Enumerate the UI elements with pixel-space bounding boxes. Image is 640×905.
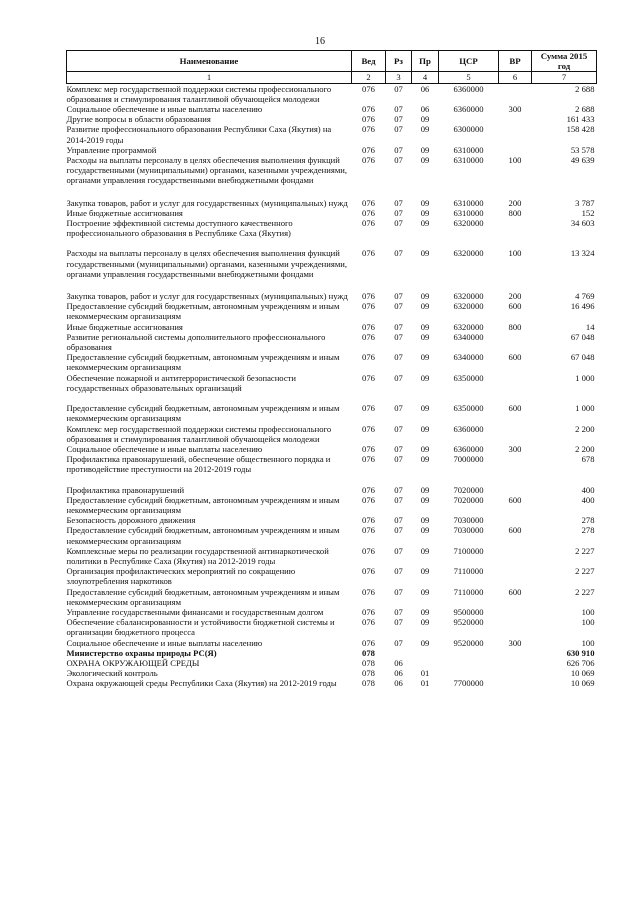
cell-name: Иные бюджетные ассигнования xyxy=(66,207,183,218)
cell-rz: 07 xyxy=(394,403,403,414)
cell-name: Предоставление субсидий бюджетным, автономным учреждениям и иным некоммерческим организациям xyxy=(66,352,340,373)
table-row xyxy=(67,658,597,668)
cell-ved: 076 xyxy=(362,155,375,166)
cell-ved: 076 xyxy=(362,321,375,332)
cell-vr xyxy=(499,332,532,352)
cell-name: Социальное обеспечение и иные выплаты населению xyxy=(66,104,263,115)
cell-rz: 06 xyxy=(394,668,403,679)
cell-rz: 07 xyxy=(394,248,403,259)
cell-csr: 7020000 xyxy=(453,484,484,495)
cell-pr: 09 xyxy=(420,352,430,363)
cell-rz: 07 xyxy=(394,155,403,166)
cell-vr xyxy=(499,546,532,566)
cell-pr: 09 xyxy=(420,403,430,414)
cell-ved: 076 xyxy=(362,606,375,617)
cell-csr: 6300000 xyxy=(453,124,484,135)
cell-pr: 09 xyxy=(420,124,430,135)
table-row xyxy=(67,678,597,688)
cell-csr xyxy=(439,668,499,678)
cell-rz xyxy=(386,648,412,658)
cell-vr: 600 xyxy=(508,494,522,505)
cell-pr: 09 xyxy=(420,515,430,526)
cell-sum: 34 603 xyxy=(570,218,595,229)
cell-ved: 076 xyxy=(362,144,375,155)
cell-vr: 200 xyxy=(508,197,522,208)
cell-pr: 09 xyxy=(420,606,430,617)
cell-ved: 076 xyxy=(362,454,375,465)
cell-rz: 07 xyxy=(394,566,403,577)
cell-name: Управление программой xyxy=(66,144,157,155)
cell-rz: 06 xyxy=(394,678,403,689)
cell-ved: 076 xyxy=(362,423,375,434)
header-csr: ЦСР xyxy=(439,51,499,72)
table-row xyxy=(67,444,597,454)
cell-ved: 076 xyxy=(362,218,375,229)
cell-csr xyxy=(439,658,499,668)
cell-csr: 6350000 xyxy=(453,403,484,414)
cell-rz: 07 xyxy=(394,331,403,342)
cell-vr xyxy=(499,114,532,124)
cell-ved: 076 xyxy=(362,403,375,414)
cell-pr: 09 xyxy=(420,197,430,208)
header-number: 1 xyxy=(67,72,352,83)
cell-name: Обеспечение сбалансированности и устойчивости бюджетной системы и организации бюджетного процесса xyxy=(66,617,335,638)
table-row xyxy=(67,104,597,114)
cell-sum: 630 910 xyxy=(566,647,595,658)
cell-ved: 076 xyxy=(362,331,375,342)
table-row xyxy=(67,145,597,155)
page-number: 16 xyxy=(315,36,325,47)
table-row xyxy=(67,352,597,372)
cell-ved: 076 xyxy=(362,443,375,454)
cell-csr: 6310000 xyxy=(453,207,484,218)
cell-ved: 076 xyxy=(362,372,375,383)
cell-ved: 076 xyxy=(362,617,375,628)
cell-pr: 09 xyxy=(420,372,430,383)
cell-csr: 7100000 xyxy=(453,545,484,556)
table-row xyxy=(67,248,597,291)
cell-name: Профилактика правонарушений xyxy=(66,484,185,495)
header-number: 6 xyxy=(499,72,532,83)
cell-sum: 49 639 xyxy=(570,155,595,166)
table-row xyxy=(67,403,597,423)
cell-sum: 678 xyxy=(581,454,595,465)
cell-pr: 09 xyxy=(420,248,430,259)
cell-vr: 600 xyxy=(508,301,522,312)
table-row xyxy=(67,373,597,403)
cell-csr: 6320000 xyxy=(453,218,484,229)
cell-rz: 07 xyxy=(394,197,403,208)
cell-sum: 53 578 xyxy=(570,144,595,155)
cell-pr: 09 xyxy=(420,443,430,454)
cell-ved: 076 xyxy=(362,197,375,208)
table-row xyxy=(67,638,597,648)
cell-sum: 100 xyxy=(581,617,595,628)
cell-csr: 6320000 xyxy=(453,291,484,302)
cell-vr xyxy=(499,124,532,144)
cell-csr: 6320000 xyxy=(453,321,484,332)
table-row xyxy=(67,454,597,484)
cell-pr xyxy=(412,648,439,658)
cell-vr xyxy=(499,617,532,637)
header-number: 4 xyxy=(412,72,439,83)
cell-csr: 6320000 xyxy=(453,248,484,259)
cell-csr: 6320000 xyxy=(453,301,484,312)
table-row xyxy=(67,587,597,607)
cell-pr: 06 xyxy=(420,83,430,94)
cell-sum: 400 xyxy=(581,484,595,495)
cell-vr: 100 xyxy=(508,155,522,166)
cell-ved: 078 xyxy=(362,647,375,658)
cell-name: Министерство охраны природы РС(Я) xyxy=(66,647,217,658)
cell-pr: 09 xyxy=(420,586,430,597)
cell-csr: 7000000 xyxy=(453,454,484,465)
cell-vr: 800 xyxy=(508,321,522,332)
cell-vr: 100 xyxy=(508,248,522,259)
cell-rz: 07 xyxy=(394,515,403,526)
cell-ved: 078 xyxy=(362,657,375,668)
cell-name: Социальное обеспечение и иные выплаты населению xyxy=(66,443,263,454)
cell-name: Предоставление субсидий бюджетным, автономным учреждениям и иным некоммерческим организациям xyxy=(66,403,340,424)
header-number: 5 xyxy=(439,72,499,83)
cell-csr: 6310000 xyxy=(453,155,484,166)
table-row xyxy=(67,198,597,208)
cell-ved: 078 xyxy=(362,668,375,679)
cell-rz: 07 xyxy=(394,443,403,454)
budget-table xyxy=(66,50,597,689)
header-number: 2 xyxy=(352,72,386,83)
cell-pr: 01 xyxy=(420,678,430,689)
cell-rz: 07 xyxy=(394,83,403,94)
cell-csr: 6360000 xyxy=(453,104,484,115)
cell-name: Профилактика правонарушений, обеспечение общественного порядка и противодействие преступности на 2012-2019 годы xyxy=(66,454,331,475)
cell-vr xyxy=(499,658,532,668)
cell-sum: 4 769 xyxy=(575,291,595,302)
cell-name: Предоставление субсидий бюджетным, автономным учреждениям и иным некоммерческим организациям xyxy=(66,525,340,546)
cell-ved: 076 xyxy=(362,291,375,302)
cell-sum: 67 048 xyxy=(570,352,595,363)
table-row xyxy=(67,617,597,637)
cell-csr: 6350000 xyxy=(453,372,484,383)
cell-pr: 09 xyxy=(420,525,430,536)
cell-pr: 09 xyxy=(420,321,430,332)
header-name: Наименование xyxy=(67,51,352,72)
cell-ved: 076 xyxy=(362,248,375,259)
cell-csr: 6340000 xyxy=(453,331,484,342)
cell-pr: 09 xyxy=(420,566,430,577)
cell-ved: 078 xyxy=(362,678,375,689)
cell-sum: 10 069 xyxy=(570,678,595,689)
cell-sum: 16 496 xyxy=(570,301,595,312)
cell-rz: 07 xyxy=(394,144,403,155)
cell-name: Социальное обеспечение и иные выплаты населению xyxy=(66,637,263,648)
cell-ved: 076 xyxy=(362,301,375,312)
cell-name: Расходы на выплаты персоналу в целях обеспечения выполнения функций государственными (муниципальными) органами, казенными учреждениями, органами управления государственными внебюджетными фондами xyxy=(66,155,348,186)
cell-pr: 09 xyxy=(420,454,430,465)
cell-rz: 07 xyxy=(394,352,403,363)
cell-sum: 2 227 xyxy=(575,586,595,597)
cell-ved: 076 xyxy=(362,83,375,94)
cell-sum: 152 xyxy=(581,207,595,218)
cell-vr: 600 xyxy=(508,525,522,536)
cell-vr xyxy=(499,485,532,495)
cell-sum: 2 688 xyxy=(575,83,595,94)
header-rz: Рз xyxy=(386,51,412,72)
cell-rz: 07 xyxy=(394,586,403,597)
cell-name: Другие вопросы в области образования xyxy=(66,114,211,125)
cell-ved: 076 xyxy=(362,124,375,135)
cell-vr xyxy=(499,218,532,248)
table-row xyxy=(67,546,597,566)
cell-sum: 278 xyxy=(581,525,595,536)
cell-sum: 1 000 xyxy=(575,372,595,383)
cell-pr xyxy=(412,658,439,668)
table-row xyxy=(67,83,597,104)
cell-vr xyxy=(499,607,532,617)
cell-rz: 07 xyxy=(394,218,403,229)
cell-vr xyxy=(499,668,532,678)
header-sum: Сумма 2015 год xyxy=(532,51,597,72)
cell-pr: 09 xyxy=(420,545,430,556)
table-row xyxy=(67,525,597,545)
cell-sum: 100 xyxy=(581,606,595,617)
cell-sum: 2 200 xyxy=(575,443,595,454)
cell-rz: 07 xyxy=(394,321,403,332)
cell-ved: 076 xyxy=(362,104,375,115)
header-number: 7 xyxy=(532,72,597,83)
table-row xyxy=(67,322,597,332)
table-row xyxy=(67,424,597,444)
cell-name: Построение эффективной системы доступного качественного профессионального образования в Республике Саха (Якутия) xyxy=(66,218,293,239)
header-number: 3 xyxy=(386,72,412,83)
cell-ved: 076 xyxy=(362,484,375,495)
cell-sum: 14 xyxy=(585,321,595,332)
cell-csr: 7030000 xyxy=(453,525,484,536)
cell-vr xyxy=(499,83,532,104)
cell-sum: 100 xyxy=(581,637,595,648)
cell-pr: 01 xyxy=(420,668,430,679)
cell-pr: 09 xyxy=(420,617,430,628)
cell-name: Обеспечение пожарной и антитеррористической безопасности государственных образовательных организаций xyxy=(66,372,296,393)
cell-csr: 7110000 xyxy=(453,566,484,577)
cell-rz: 07 xyxy=(394,423,403,434)
cell-name: Охрана окружающей среды Республики Саха (Якутия) на 2012-2019 годы xyxy=(66,678,337,689)
cell-vr: 600 xyxy=(508,403,522,414)
cell-name: Комплекс мер государственной поддержки системы профессионального образования и стимулирования талантливой обучающейся молодежи xyxy=(66,83,332,104)
cell-rz: 07 xyxy=(394,124,403,135)
cell-vr: 200 xyxy=(508,291,522,302)
cell-pr: 09 xyxy=(420,494,430,505)
cell-rz: 07 xyxy=(394,207,403,218)
cell-pr: 06 xyxy=(420,104,430,115)
cell-sum: 2 200 xyxy=(575,423,595,434)
table-row xyxy=(67,218,597,248)
cell-sum: 3 787 xyxy=(575,197,595,208)
cell-vr xyxy=(499,424,532,444)
table-row xyxy=(67,515,597,525)
cell-pr: 09 xyxy=(420,484,430,495)
cell-name: Комплекс мер государственной поддержки системы профессионального образования и стимулирования талантливой обучающейся молодежи xyxy=(66,423,332,444)
cell-csr: 7020000 xyxy=(453,494,484,505)
cell-csr: 6310000 xyxy=(453,197,484,208)
table-row xyxy=(67,124,597,144)
cell-pr: 09 xyxy=(420,207,430,218)
cell-rz: 07 xyxy=(394,454,403,465)
cell-vr xyxy=(499,145,532,155)
cell-sum: 161 433 xyxy=(566,114,595,125)
cell-name: Предоставление субсидий бюджетным, автономным учреждениям и иным некоммерческим организациям xyxy=(66,301,340,322)
table-row xyxy=(67,668,597,678)
table-row xyxy=(67,332,597,352)
cell-rz: 07 xyxy=(394,291,403,302)
cell-name: Предоставление субсидий бюджетным, автономным учреждениям и иным некоммерческим организациям xyxy=(66,586,340,607)
cell-vr: 600 xyxy=(508,586,522,597)
cell-csr xyxy=(439,114,499,124)
cell-csr: 6340000 xyxy=(453,352,484,363)
cell-sum: 2 227 xyxy=(575,545,595,556)
table-row xyxy=(67,485,597,495)
table-row xyxy=(67,114,597,124)
cell-sum: 2 688 xyxy=(575,104,595,115)
cell-name: Безопасность дорожного движения xyxy=(66,515,196,526)
cell-csr: 7030000 xyxy=(453,515,484,526)
cell-rz: 07 xyxy=(394,301,403,312)
cell-csr: 9520000 xyxy=(453,617,484,628)
cell-sum: 400 xyxy=(581,494,595,505)
cell-pr: 09 xyxy=(420,218,430,229)
cell-ved: 076 xyxy=(362,515,375,526)
cell-vr: 800 xyxy=(508,207,522,218)
cell-rz: 07 xyxy=(394,104,403,115)
cell-sum: 10 069 xyxy=(570,668,595,679)
cell-name: Закупка товаров, работ и услуг для государственных (муниципальных) нужд xyxy=(66,197,348,208)
table-row xyxy=(67,648,597,658)
table-row xyxy=(67,607,597,617)
cell-csr: 6360000 xyxy=(453,443,484,454)
cell-sum: 626 706 xyxy=(566,657,595,668)
table-row xyxy=(67,566,597,586)
cell-pr: 09 xyxy=(420,331,430,342)
cell-vr: 300 xyxy=(508,637,522,648)
cell-ved: 076 xyxy=(362,637,375,648)
cell-ved: 076 xyxy=(362,114,375,125)
cell-csr: 6310000 xyxy=(453,144,484,155)
cell-ved: 076 xyxy=(362,545,375,556)
cell-pr: 09 xyxy=(420,301,430,312)
cell-name: Экологический контроль xyxy=(66,668,158,679)
cell-rz: 07 xyxy=(394,606,403,617)
cell-ved: 076 xyxy=(362,566,375,577)
cell-rz: 07 xyxy=(394,484,403,495)
cell-ved: 076 xyxy=(362,352,375,363)
cell-csr: 7110000 xyxy=(453,586,484,597)
cell-rz: 07 xyxy=(394,617,403,628)
header-vr: ВР xyxy=(499,51,532,72)
cell-sum: 158 428 xyxy=(566,124,595,135)
cell-ved: 076 xyxy=(362,207,375,218)
cell-vr: 600 xyxy=(508,352,522,363)
table-body xyxy=(67,83,597,688)
cell-rz: 07 xyxy=(394,114,403,125)
cell-name: Развитие региональной системы дополнительного профессионального образования xyxy=(66,331,326,353)
cell-rz: 06 xyxy=(394,657,403,668)
table-row xyxy=(67,155,597,198)
cell-name: Расходы на выплаты персоналу в целях обеспечения выполнения функций государственными (муниципальными) органами, казенными учреждениями, органами управления государственными внебюджетными фондами xyxy=(66,248,348,279)
cell-name: Организация профилактических мероприятий по сокращению злоупотребления наркотиков xyxy=(66,566,296,587)
header-ved: Вед xyxy=(352,51,386,72)
cell-vr xyxy=(499,648,532,658)
cell-sum: 2 227 xyxy=(575,566,595,577)
cell-ved: 076 xyxy=(362,586,375,597)
table-row xyxy=(67,291,597,301)
cell-vr: 300 xyxy=(508,104,522,115)
cell-sum: 278 xyxy=(581,515,595,526)
cell-rz: 07 xyxy=(394,372,403,383)
cell-pr: 09 xyxy=(420,637,430,648)
cell-name: Иные бюджетные ассигнования xyxy=(66,321,183,332)
cell-sum: 67 048 xyxy=(570,331,595,342)
cell-name: Закупка товаров, работ и услуг для государственных (муниципальных) нужд xyxy=(66,291,348,302)
cell-ved: 076 xyxy=(362,525,375,536)
cell-vr: 300 xyxy=(508,443,522,454)
cell-pr: 09 xyxy=(420,114,430,125)
cell-pr: 09 xyxy=(420,423,430,434)
cell-ved: 076 xyxy=(362,494,375,505)
table-row xyxy=(67,495,597,515)
header-pr: Пр xyxy=(412,51,439,72)
cell-pr: 09 xyxy=(420,155,430,166)
table-row xyxy=(67,301,597,321)
cell-vr xyxy=(499,373,532,403)
cell-rz: 07 xyxy=(394,637,403,648)
cell-csr: 7700000 xyxy=(453,678,484,689)
cell-pr: 09 xyxy=(420,291,430,302)
cell-pr: 09 xyxy=(420,144,430,155)
cell-csr: 6360000 xyxy=(453,83,484,94)
table-row xyxy=(67,208,597,218)
cell-sum: 13 324 xyxy=(570,248,595,259)
cell-vr xyxy=(499,566,532,586)
cell-csr xyxy=(439,648,499,658)
cell-csr: 9500000 xyxy=(453,606,484,617)
cell-vr xyxy=(499,515,532,525)
cell-rz: 07 xyxy=(394,525,403,536)
cell-rz: 07 xyxy=(394,545,403,556)
cell-vr xyxy=(499,678,532,688)
cell-rz: 07 xyxy=(394,494,403,505)
cell-csr: 6360000 xyxy=(453,423,484,434)
header-row xyxy=(67,51,597,72)
header-number-row xyxy=(67,72,597,83)
cell-name: Предоставление субсидий бюджетным, автономным учреждениям и иным некоммерческим организациям xyxy=(66,494,340,515)
cell-name: Управление государственными финансами и государственным долгом xyxy=(66,606,324,617)
cell-name: Комплексные меры по реализации государственной антинаркотической политики в Республике Саха (Якутия) на 2012-2019 годы xyxy=(66,545,329,566)
cell-name: Развитие профессионального образования Республики Саха (Якутия) на 2014-2019 годы xyxy=(66,124,332,145)
cell-vr xyxy=(499,454,532,484)
cell-name: ОХРАНА ОКРУЖАЮЩЕЙ СРЕДЫ xyxy=(66,657,200,668)
cell-csr: 9520000 xyxy=(453,637,484,648)
cell-sum: 1 000 xyxy=(575,403,595,414)
